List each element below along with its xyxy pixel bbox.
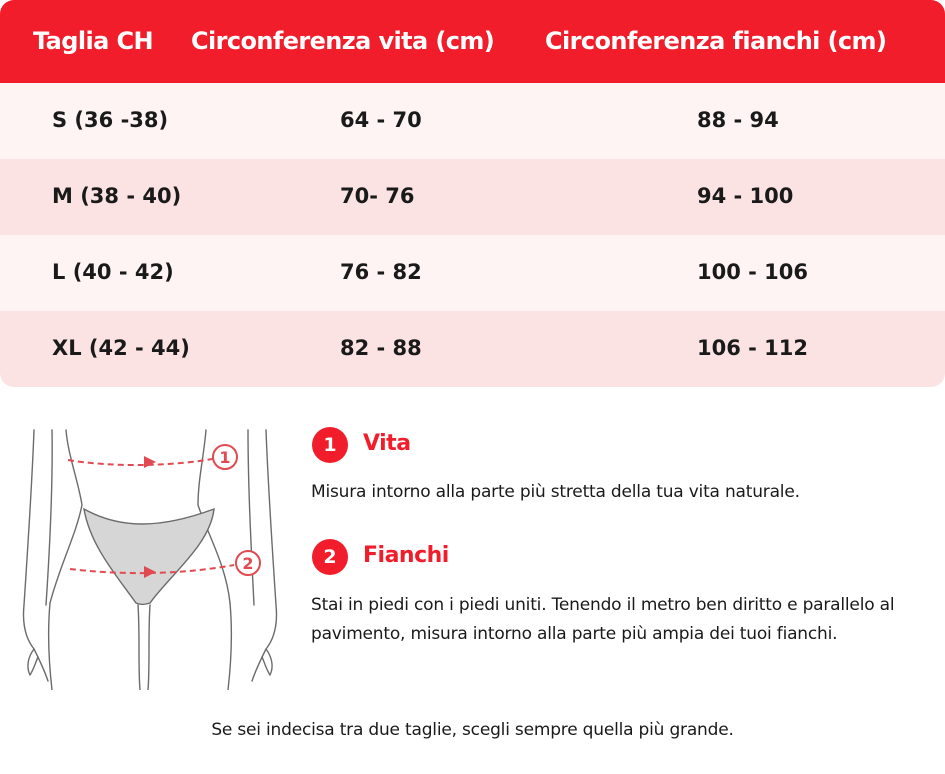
cell-hips: 88 - 94 — [697, 108, 779, 132]
step-1-text: Misura intorno alla parte più stretta della tua vita naturale. — [311, 482, 800, 502]
step-1-badge: 1 — [312, 427, 348, 463]
marker-2-label: 2 — [242, 554, 254, 573]
cell-size: L (40 - 42) — [52, 260, 174, 284]
cell-waist: 82 - 88 — [340, 336, 422, 360]
header-size: Taglia CH — [33, 27, 153, 55]
cell-size: S (36 -38) — [52, 108, 169, 132]
cell-size: M (38 - 40) — [52, 184, 182, 208]
cell-waist: 70- 76 — [340, 184, 415, 208]
cell-hips: 94 - 100 — [697, 184, 794, 208]
step-2-badge: 2 — [312, 539, 348, 575]
cell-size: XL (42 - 44) — [52, 336, 190, 360]
marker-2-icon — [236, 551, 260, 575]
header-hips: Circonferenza fianchi (cm) — [545, 27, 887, 55]
cell-waist: 64 - 70 — [340, 108, 422, 132]
footer-note: Se sei indecisa tra due taglie, scegli sempre quella più grande. — [211, 720, 734, 740]
step-2-title: Fianchi — [363, 543, 449, 568]
marker-1-icon — [213, 445, 237, 469]
body-measurement-illustration — [20, 425, 285, 690]
cell-hips: 100 - 106 — [697, 260, 809, 284]
step-1-title: Vita — [363, 431, 411, 456]
table-header — [0, 0, 945, 83]
cell-waist: 76 - 82 — [340, 260, 422, 284]
table-row — [0, 235, 945, 311]
cell-hips: 106 - 112 — [697, 336, 809, 360]
table-row — [0, 83, 945, 159]
header-waist: Circonferenza vita (cm) — [191, 27, 495, 55]
table-row — [0, 311, 945, 387]
marker-1-label: 1 — [219, 448, 231, 467]
table-row — [0, 159, 945, 235]
step-2-text: Stai in piedi con i piedi uniti. Tenendo il metro ben diritto e parallelo al pavimento, misura intorno alla parte più ampia dei tuoi fianchi. — [311, 595, 895, 644]
